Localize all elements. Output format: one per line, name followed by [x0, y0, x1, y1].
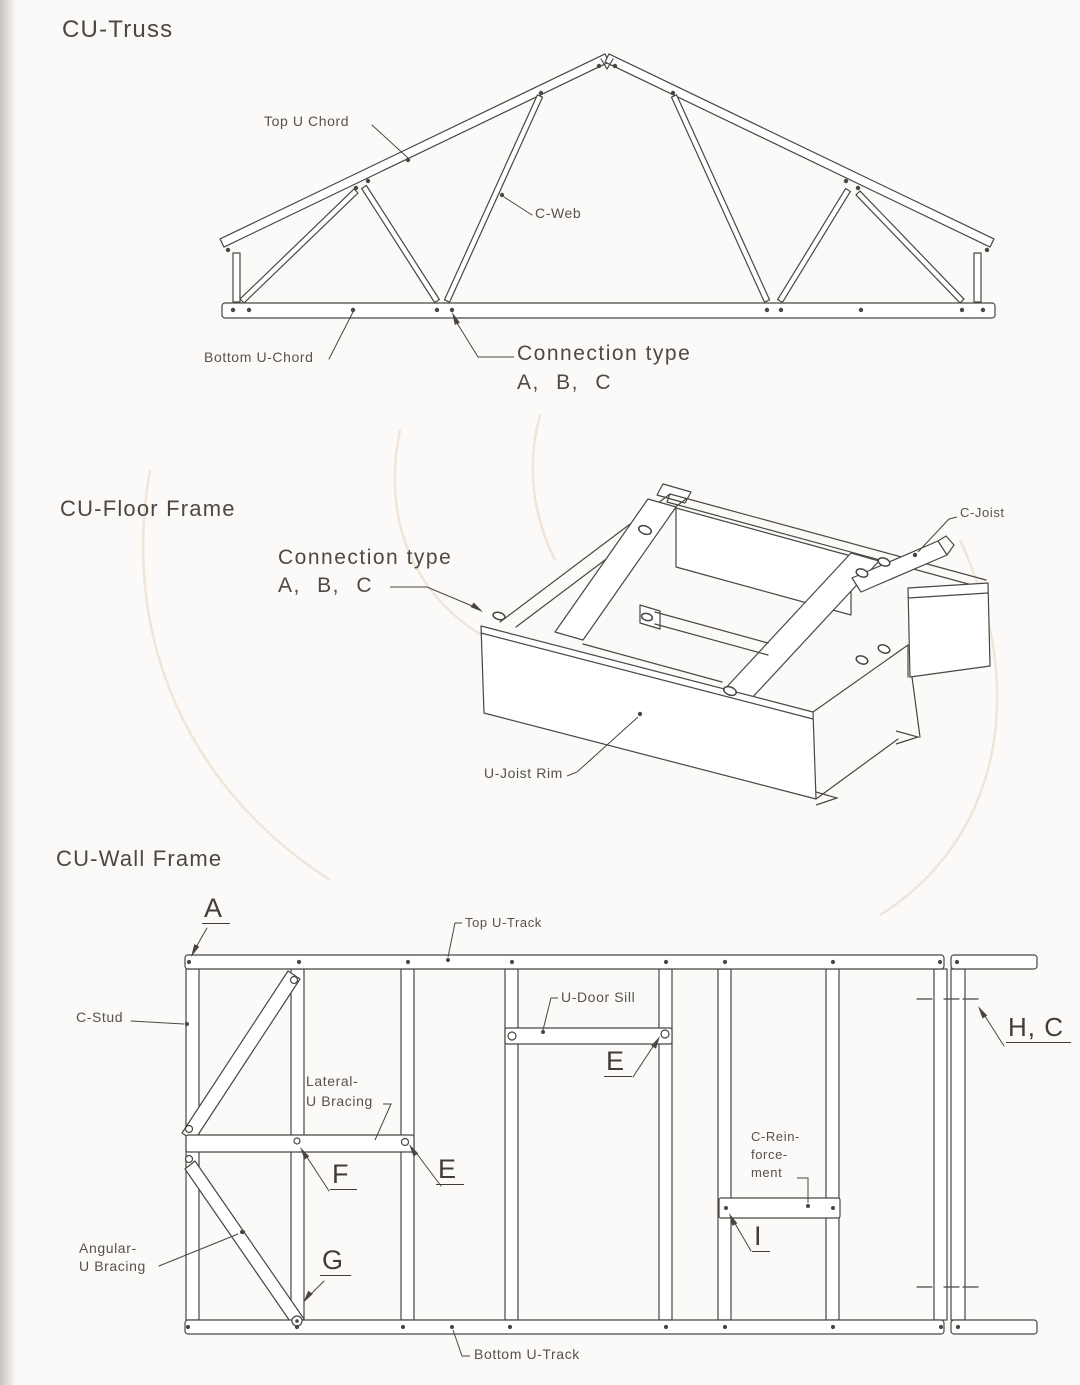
label-bottom-u-chord: Bottom U-Chord — [204, 349, 314, 365]
label-lateral-line2: U Bracing — [306, 1093, 373, 1109]
label-c-reinforcement-line1: C-Rein- — [751, 1129, 800, 1144]
wall-section-title: CU-Wall Frame — [56, 846, 223, 871]
label-floor-connection-type: Connection type — [278, 546, 453, 569]
label-angular-line1: Angular- — [79, 1240, 137, 1256]
floor-section-title: CU-Floor Frame — [60, 496, 236, 521]
label-floor-connection-abc: A, B, C — [278, 574, 374, 597]
label-c-reinforcement-line3: ment — [751, 1165, 783, 1180]
label-top-u-chord: Top U Chord — [264, 113, 350, 129]
truss-drawing — [220, 54, 995, 359]
label-c-web: C-Web — [535, 205, 582, 221]
label-top-u-track: Top U-Track — [465, 915, 542, 930]
callout-i: I — [752, 1222, 770, 1252]
label-c-joist: C-Joist — [960, 505, 1005, 520]
callout-e-bracing: E — [436, 1155, 464, 1185]
label-lateral-line1: Lateral- — [306, 1073, 359, 1089]
label-bottom-u-track: Bottom U-Track — [474, 1346, 580, 1362]
callout-e-door-sill: E — [604, 1047, 632, 1077]
label-truss-connection-abc: A, B, C — [517, 371, 613, 394]
truss-section-title: CU-Truss — [62, 16, 174, 43]
label-c-reinforcement-line2: force- — [751, 1147, 788, 1162]
callout-g: G — [320, 1246, 351, 1276]
label-u-door-sill: U-Door Sill — [561, 989, 636, 1005]
wall-frame-drawing — [131, 923, 1037, 1356]
label-truss-connection-type: Connection type — [517, 342, 692, 365]
callout-a: A — [202, 894, 230, 924]
label-c-stud: C-Stud — [76, 1009, 124, 1025]
callout-h-c: H, C — [1006, 1014, 1071, 1043]
floor-frame-drawing — [390, 484, 990, 805]
label-angular-line2: U Bracing — [79, 1258, 146, 1274]
callout-f: F — [330, 1160, 357, 1190]
label-u-joist-rim: U-Joist Rim — [484, 765, 563, 781]
scan-tint-lines — [188, 316, 993, 1333]
